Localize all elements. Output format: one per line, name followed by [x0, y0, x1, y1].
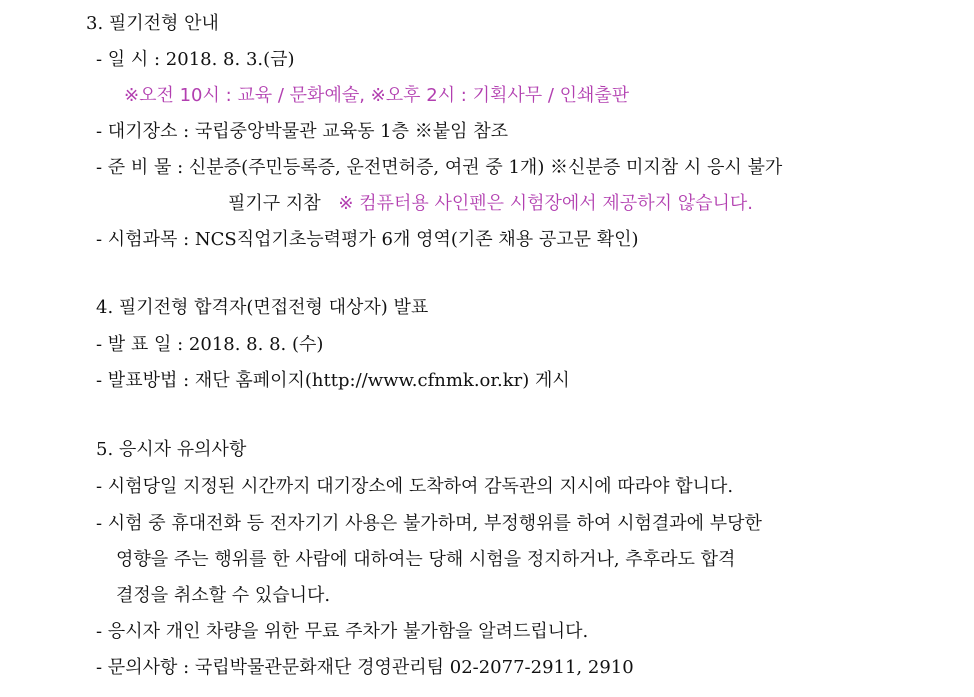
- waiting-place-line: - 대기장소 : 국립중앙박물관 교육동 1층 ※붙임 참조: [96, 121, 509, 142]
- preparation-line: - 준 비 물 : 신분증(주민등록증, 운전면허증, 여권 중 1개) ※신분증 미지참 시 응시 불가: [96, 157, 783, 178]
- pen-requirement: [228, 192, 753, 216]
- exam-subject-line: - 시험과목 : NCS직업기초능력평가 6개 영역(기존 채용 공고문 확인): [96, 229, 639, 250]
- note-devices-line-3: 결정을 취소할 수 있습니다.: [116, 585, 331, 606]
- note-devices-line-1: - 시험 중 휴대전화 등 전자기기 사용은 불가하며, 부정행위를 하여 시험결과에 부당한: [96, 513, 762, 534]
- section-3-heading: 3. 필기전형 안내: [86, 13, 219, 34]
- announce-date-line: - 발 표 일 : 2018. 8. 8. (수): [96, 334, 324, 355]
- announce-method-line: - 발표방법 : 재단 홈페이지(http://www.cfnmk.or.kr) 게시: [96, 370, 570, 391]
- exam-date-line: - 일 시 : 2018. 8. 3.(금): [96, 49, 295, 70]
- note-arrival: - 시험당일 지정된 시간까지 대기장소에 도착하여 감독관의 지시에 따라야 합니다.: [96, 476, 734, 497]
- note-devices-line-2: 영향을 주는 행위를 한 사람에 대하여는 당해 시험을 정지하거나, 추후라도 합격: [116, 549, 736, 570]
- contact-line: - 문의사항 : 국립박물관문화재단 경영관리팀 02-2077-2911, 2910: [96, 657, 634, 678]
- section-4-heading: 4. 필기전형 합격자(면접전형 대상자) 발표: [96, 297, 429, 318]
- note-parking: - 응시자 개인 차량을 위한 무료 주차가 불가함을 알려드립니다.: [96, 621, 589, 642]
- pen-note: ※ 컴퓨터용 사인펜은 시험장에서 제공하지 않습니다.: [338, 193, 753, 214]
- exam-time-line: ※오전 10시 : 교육 / 문화예술, ※오후 2시 : 기획사무 / 인쇄출판: [124, 85, 630, 106]
- pen-label: 필기구 지참: [228, 193, 321, 214]
- section-5-heading: 5. 응시자 유의사항: [96, 439, 247, 460]
